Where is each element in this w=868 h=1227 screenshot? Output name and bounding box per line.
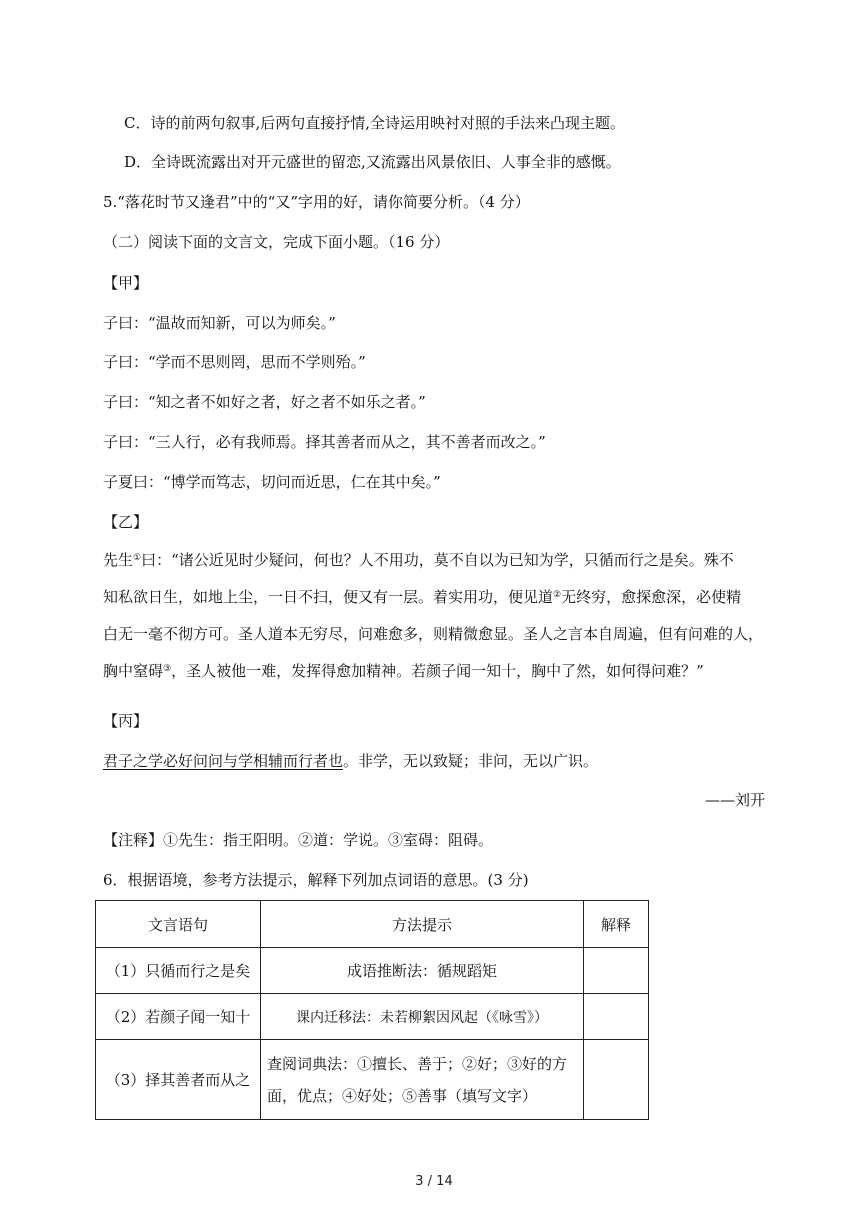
note-marker-3: ③ [163,664,172,674]
bing-author: ——刘开 [704,791,765,809]
section-2-heading: （二）阅读下面的文言文，完成下面小题。（16 分） [103,233,450,251]
jia-line-3: 子曰：“知之者不如好之者，好之者不如乐之者。” [103,393,426,411]
row-hint: 成语推断法：循规蹈矩 [261,948,584,994]
yi-text: ，圣人被他一难，发挥得愈加精神。若颜子闻一知十，胸中了然，如何得问难？” [171,662,704,680]
yi-line-3: 白无一毫不彻方可。圣人道本无穷尽，问难愈多，则精微愈显。圣人之言本自周遍，但有问难的人， [103,625,764,643]
annotations: 【注释】①先生：指王阳明。②道：学说。③室碍：阻碍。 [103,831,494,849]
option-c: C．诗的前两句叙事,后两句直接抒情,全诗运用映衬对照的手法来凸现主题。 [124,114,626,132]
row-hint: 课内迁移法：未若柳絮因风起（《咏雪》） [261,994,584,1040]
row-sentence: （2）若颜子闻一知十 [96,994,261,1040]
yi-text: 先生 [103,551,134,569]
underlined-sentence: 君子之学必好问问与学相辅而行者也 [103,752,344,770]
row-sentence: （1）只循而行之是矣 [96,948,261,994]
table-row [96,1040,649,1120]
yi-label: 【乙】 [103,513,149,531]
jia-line-5: 子夏曰：“博学而笃志，切问而近思，仁在其中矣。” [103,473,441,491]
page-number: 3 / 14 [415,1174,453,1189]
table-row [96,948,649,994]
note-marker-1: ① [133,553,142,563]
answer-cell[interactable] [584,994,649,1040]
answer-cell[interactable] [584,948,649,994]
header-hint: 方法提示 [261,901,584,948]
yi-line-1 [103,542,773,579]
jia-line-2: 子曰：“学而不思则罔，思而不学则殆。” [103,353,366,371]
answer-table [95,900,649,1120]
yi-line-2 [103,579,773,616]
table-row [96,994,649,1040]
option-d: D．全诗既流露出对开元盛世的留恋,又流露出风景依旧、人事全非的感慨。 [124,153,621,171]
header-sentence: 文言语句 [96,901,261,948]
jia-label: 【甲】 [103,274,149,292]
header-answer: 解释 [584,901,649,948]
yi-paragraph [103,542,773,690]
jia-line-1: 子曰：“温故而知新，可以为师矣。” [103,314,336,332]
question-6: 6．根据语境，参考方法提示，解释下列加点词语的意思。(3 分) [103,871,529,889]
jia-line-4: 子曰：“三人行，必有我师焉。择其善者而从之，其不善者而改之。” [103,433,546,451]
row-hint: 查阅词典法：①擅长、善于；②好；③好的方面，优点；④好处；⑤善事（填写文字） [261,1040,584,1120]
answer-cell[interactable] [584,1040,649,1120]
bing-label: 【丙】 [103,712,149,730]
yi-line-4 [103,653,773,690]
yi-text: 无终穷，愈探愈深，必使精 [561,588,742,606]
table-header-row [96,901,649,948]
bing-text [103,751,598,771]
question-5: 5.“落花时节又逢君”中的“又”字用的好，请你简要分析。（4 分） [103,193,530,211]
note-marker-2: ② [553,590,562,600]
row-sentence: （3）择其善者而从之 [96,1040,261,1120]
yi-text: 胸中窒碍 [103,662,164,680]
bing-rest: 。非学，无以致疑；非问，无以广识。 [343,752,599,770]
yi-text: 知私欲日生，如地上尘，一日不扫，便又有一层。着实用功，便见道 [103,588,554,606]
yi-text: 曰：“诸公近见时少疑问，何也？人不用功，莫不自以为已知为学，只循而行之是矣。殊不 [141,551,734,569]
